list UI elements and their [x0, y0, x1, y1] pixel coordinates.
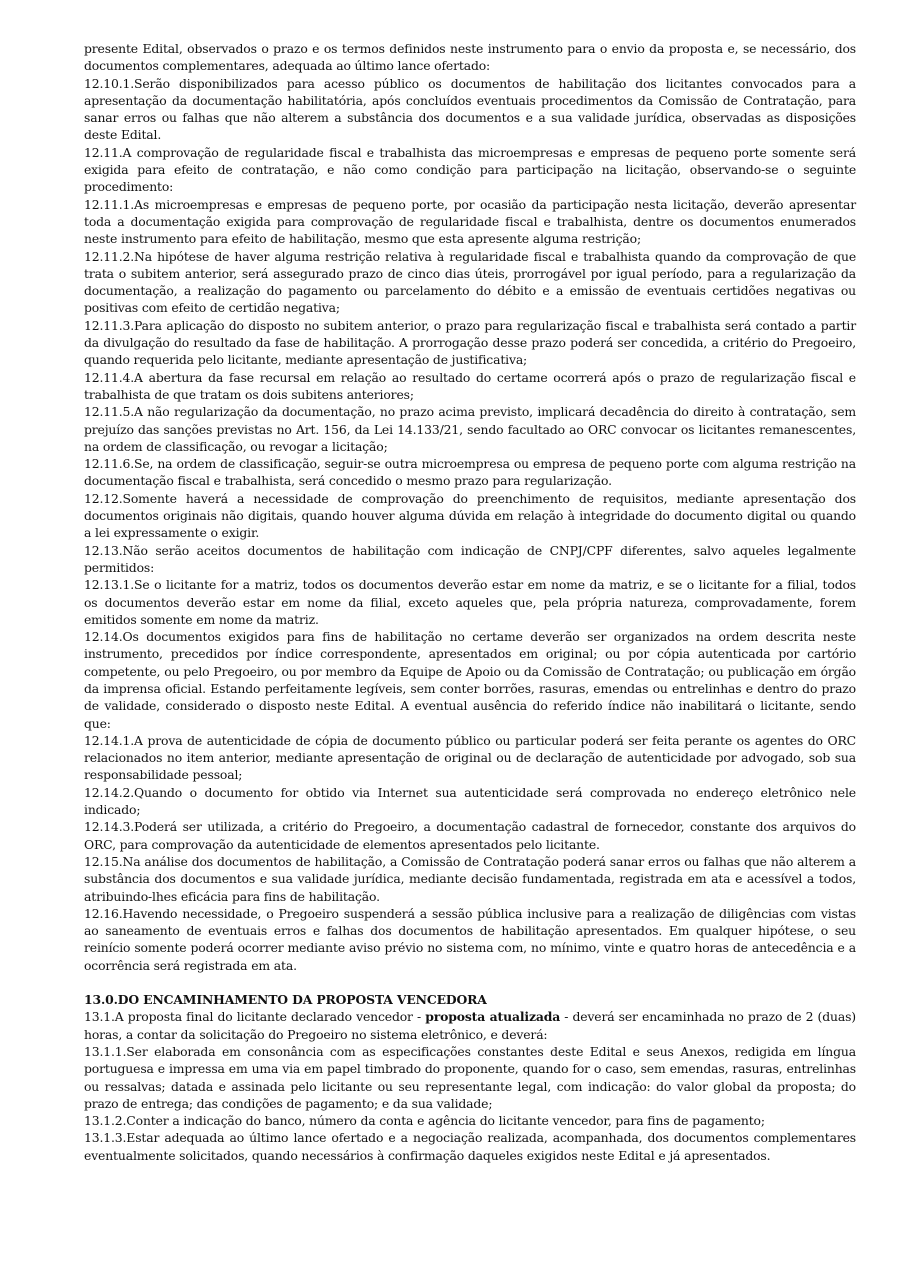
- paragraph-13-1-pre: 13.1.A proposta final do licitante declarado vencedor -: [84, 1009, 426, 1025]
- paragraph-13-1-bold: proposta atualizada: [425, 1009, 561, 1025]
- paragraph-12-13: 12.13.Não serão aceitos documentos de habilitação com indicação de CNPJ/CPF diferentes, salvo aqueles legalmente permitidos:: [84, 542, 856, 575]
- section-spacer: [84, 974, 856, 991]
- paragraph-12-14: 12.14.Os documentos exigidos para fins de habilitação no certame deverão ser organizados na ordem descrita neste instrumento, precedidos por índice correspondente, apresentados em original; ou por cópia autenticada por cartório competente, ou pelo Pregoeiro, ou por membro da Equipe de Apoio ou da Comissão de Contratação; ou publicação em órgão da imprensa oficial. Estando perfeitamente legíveis, sem conter borrões, rasuras, emendas ou entrelinhas e dentro do prazo de validade, considerado o disposto neste Edital. A eventual ausência do referido índice não inabilitará o licitante, sendo que:: [84, 629, 856, 731]
- paragraph-12-11-3: 12.11.3.Para aplicação do disposto no subitem anterior, o prazo para regularização fiscal e trabalhista será contado a partir da divulgação do resultado da fase de habilitação. A prorrogação desse prazo poderá ser concedida, a critério do Pregoeiro, quando requerida pelo licitante, mediante apresentação de justificativa;: [84, 317, 856, 368]
- paragraph-12-13-1: 12.13.1.Se o licitante for a matriz, todos os documentos deverão estar em nome da matriz, e se o licitante for a filial, todos os documentos deverão estar em nome da filial, exceto aqueles que, pela própria natureza, comprovadamente, forem emitidos somente em nome da matriz.: [84, 577, 856, 627]
- paragraph-13-1-2: 13.1.2.Conter a indicação do banco, número da conta e agência do licitante vencedor, para fins de pagamento;: [84, 1113, 765, 1129]
- paragraph-13-1-1: 13.1.1.Ser elaborada em consonância com as especificações constantes deste Edital e seus Anexos, redigida em língua portuguesa e impressa em uma via em papel timbrado do proponente, quando for o caso, sem emendas, rasuras, entrelinhas ou ressalvas; datada e assinada pelo licitante ou seu representante legal, com indicação: do valor global da proposta; do prazo de entrega; das condições de pagamento; e da sua validade;: [84, 1043, 856, 1111]
- paragraph-12-12: 12.12.Somente haverá a necessidade de comprovação do preenchimento de requisitos, mediante apresentação dos documentos originais não digitais, quando houver alguma dúvida em relação à integridade do documento digital ou quando a lei expressamente o exigir.: [84, 490, 856, 541]
- paragraph-12-11: 12.11.A comprovação de regularidade fiscal e trabalhista das microempresas e empresas de pequeno porte somente será exigida para efeito de contratação, e não como condição para participação na licitação, observando-se o seguinte procedimento:: [84, 144, 856, 195]
- paragraph-12-14-1: 12.14.1.A prova de autenticidade de cópia de documento público ou particular poderá ser feita perante os agentes do ORC relacionados no item anterior, mediante apresentação de original ou de declaração de autenticidade por advogado, sob sua responsabilidade pessoal;: [84, 732, 856, 783]
- paragraph-13-1-post: - deverá ser encaminhada no prazo de 2 (duas) horas, a contar da solicitação do Pregoeiro no sistema eletrônico, e deverá:: [84, 1009, 856, 1042]
- paragraph-12-11-1: 12.11.1.As microempresas e empresas de pequeno porte, por ocasião da participação nesta licitação, deverão apresentar toda a documentação exigida para comprovação de regularidade fiscal e trabalhista, dentre os documentos enumerados neste instrumento para efeito de habilitação, mesmo que esta apresente alguma restrição;: [84, 196, 856, 247]
- paragraph-12-14-2: 12.14.2.Quando o documento for obtido via Internet sua autenticidade será comprovada no endereço eletrônico nele indicado;: [84, 784, 856, 818]
- paragraph-12-14-3: 12.14.3.Poderá ser utilizada, a critério do Pregoeiro, a documentação cadastral de fornecedor, constante dos arquivos do ORC, para comprovação da autenticidade de elementos apresentados pelo licitante.: [84, 819, 856, 852]
- paragraph-12-10-1: 12.10.1.Serão disponibilizados para acesso público os documentos de habilitação dos licitantes convocados para a apresentação da documentação habilitatória, após concluídos eventuais procedimentos da Comissão de Contratação, para sanar erros ou falhas que não alterem a substância dos documentos e a sua validade jurídica, observadas as disposições deste Edital.: [84, 75, 856, 143]
- paragraph-continuation: presente Edital, observados o prazo e os termos definidos neste instrumento para o envio da proposta e, se necessário, dos documentos complementares, adequada ao último lance ofertado:: [84, 41, 856, 74]
- paragraph-13-1: [84, 1008, 856, 1043]
- paragraph-12-11-2: 12.11.2.Na hipótese de haver alguma restrição relativa à regularidade fiscal e trabalhista quando da comprovação de que trata o subitem anterior, será assegurado prazo de cinco dias úteis, prorrogável por igual período, para a regularização da documentação, a realização do pagamento ou parcelamento do débito e a emissão de eventuais certidões negativas ou positivas com efeito de certidão negativa;: [84, 248, 856, 316]
- paragraph-12-15: 12.15.Na análise dos documentos de habilitação, a Comissão de Contratação poderá sanar erros ou falhas que não alterem a substância dos documentos e sua validade jurídica, mediante decisão fundamentada, registrada em ata e acessível a todos, atribuindo-lhes eficácia para fins de habilitação.: [84, 853, 856, 904]
- section-heading: 13.0.DO ENCAMINHAMENTO DA PROPOSTA VENCEDORA: [84, 992, 487, 1008]
- paragraph-12-11-6: 12.11.6.Se, na ordem de classificação, seguir-se outra microempresa ou empresa de pequeno porte com alguma restrição na documentação fiscal e trabalhista, será concedido o mesmo prazo para regularização.: [84, 456, 856, 489]
- paragraph-13-1-3: 13.1.3.Estar adequada ao último lance ofertado e a negociação realizada, acompanhada, dos documentos complementares eventualmente solicitados, quando necessários à confirmação daqueles exigidos neste Edital e já apresentados.: [84, 1130, 856, 1163]
- paragraph-12-11-4: 12.11.4.A abertura da fase recursal em relação ao resultado do certame ocorrerá após o prazo de regularização fiscal e trabalhista de que tratam os dois subitens anteriores;: [84, 369, 856, 402]
- paragraph-12-11-5: 12.11.5.A não regularização da documentação, no prazo acima previsto, implicará decadência do direito à contratação, sem prejuízo das sanções previstas no Art. 156, da Lei 14.133/21, sendo facultado ao ORC convocar os licitantes remanescentes, na ordem de classificação, ou revogar a licitação;: [84, 404, 856, 454]
- paragraph-12-16: 12.16.Havendo necessidade, o Pregoeiro suspenderá a sessão pública inclusive para a realização de diligências com vistas ao saneamento de eventuais erros e falhas dos documentos de habilitação apresentados. Em qualquer hipótese, o seu reinício somente poderá ocorrer mediante aviso prévio no sistema com, no mínimo, vinte e quatro horas de antecedência e a ocorrência será registrada em ata.: [84, 905, 856, 973]
